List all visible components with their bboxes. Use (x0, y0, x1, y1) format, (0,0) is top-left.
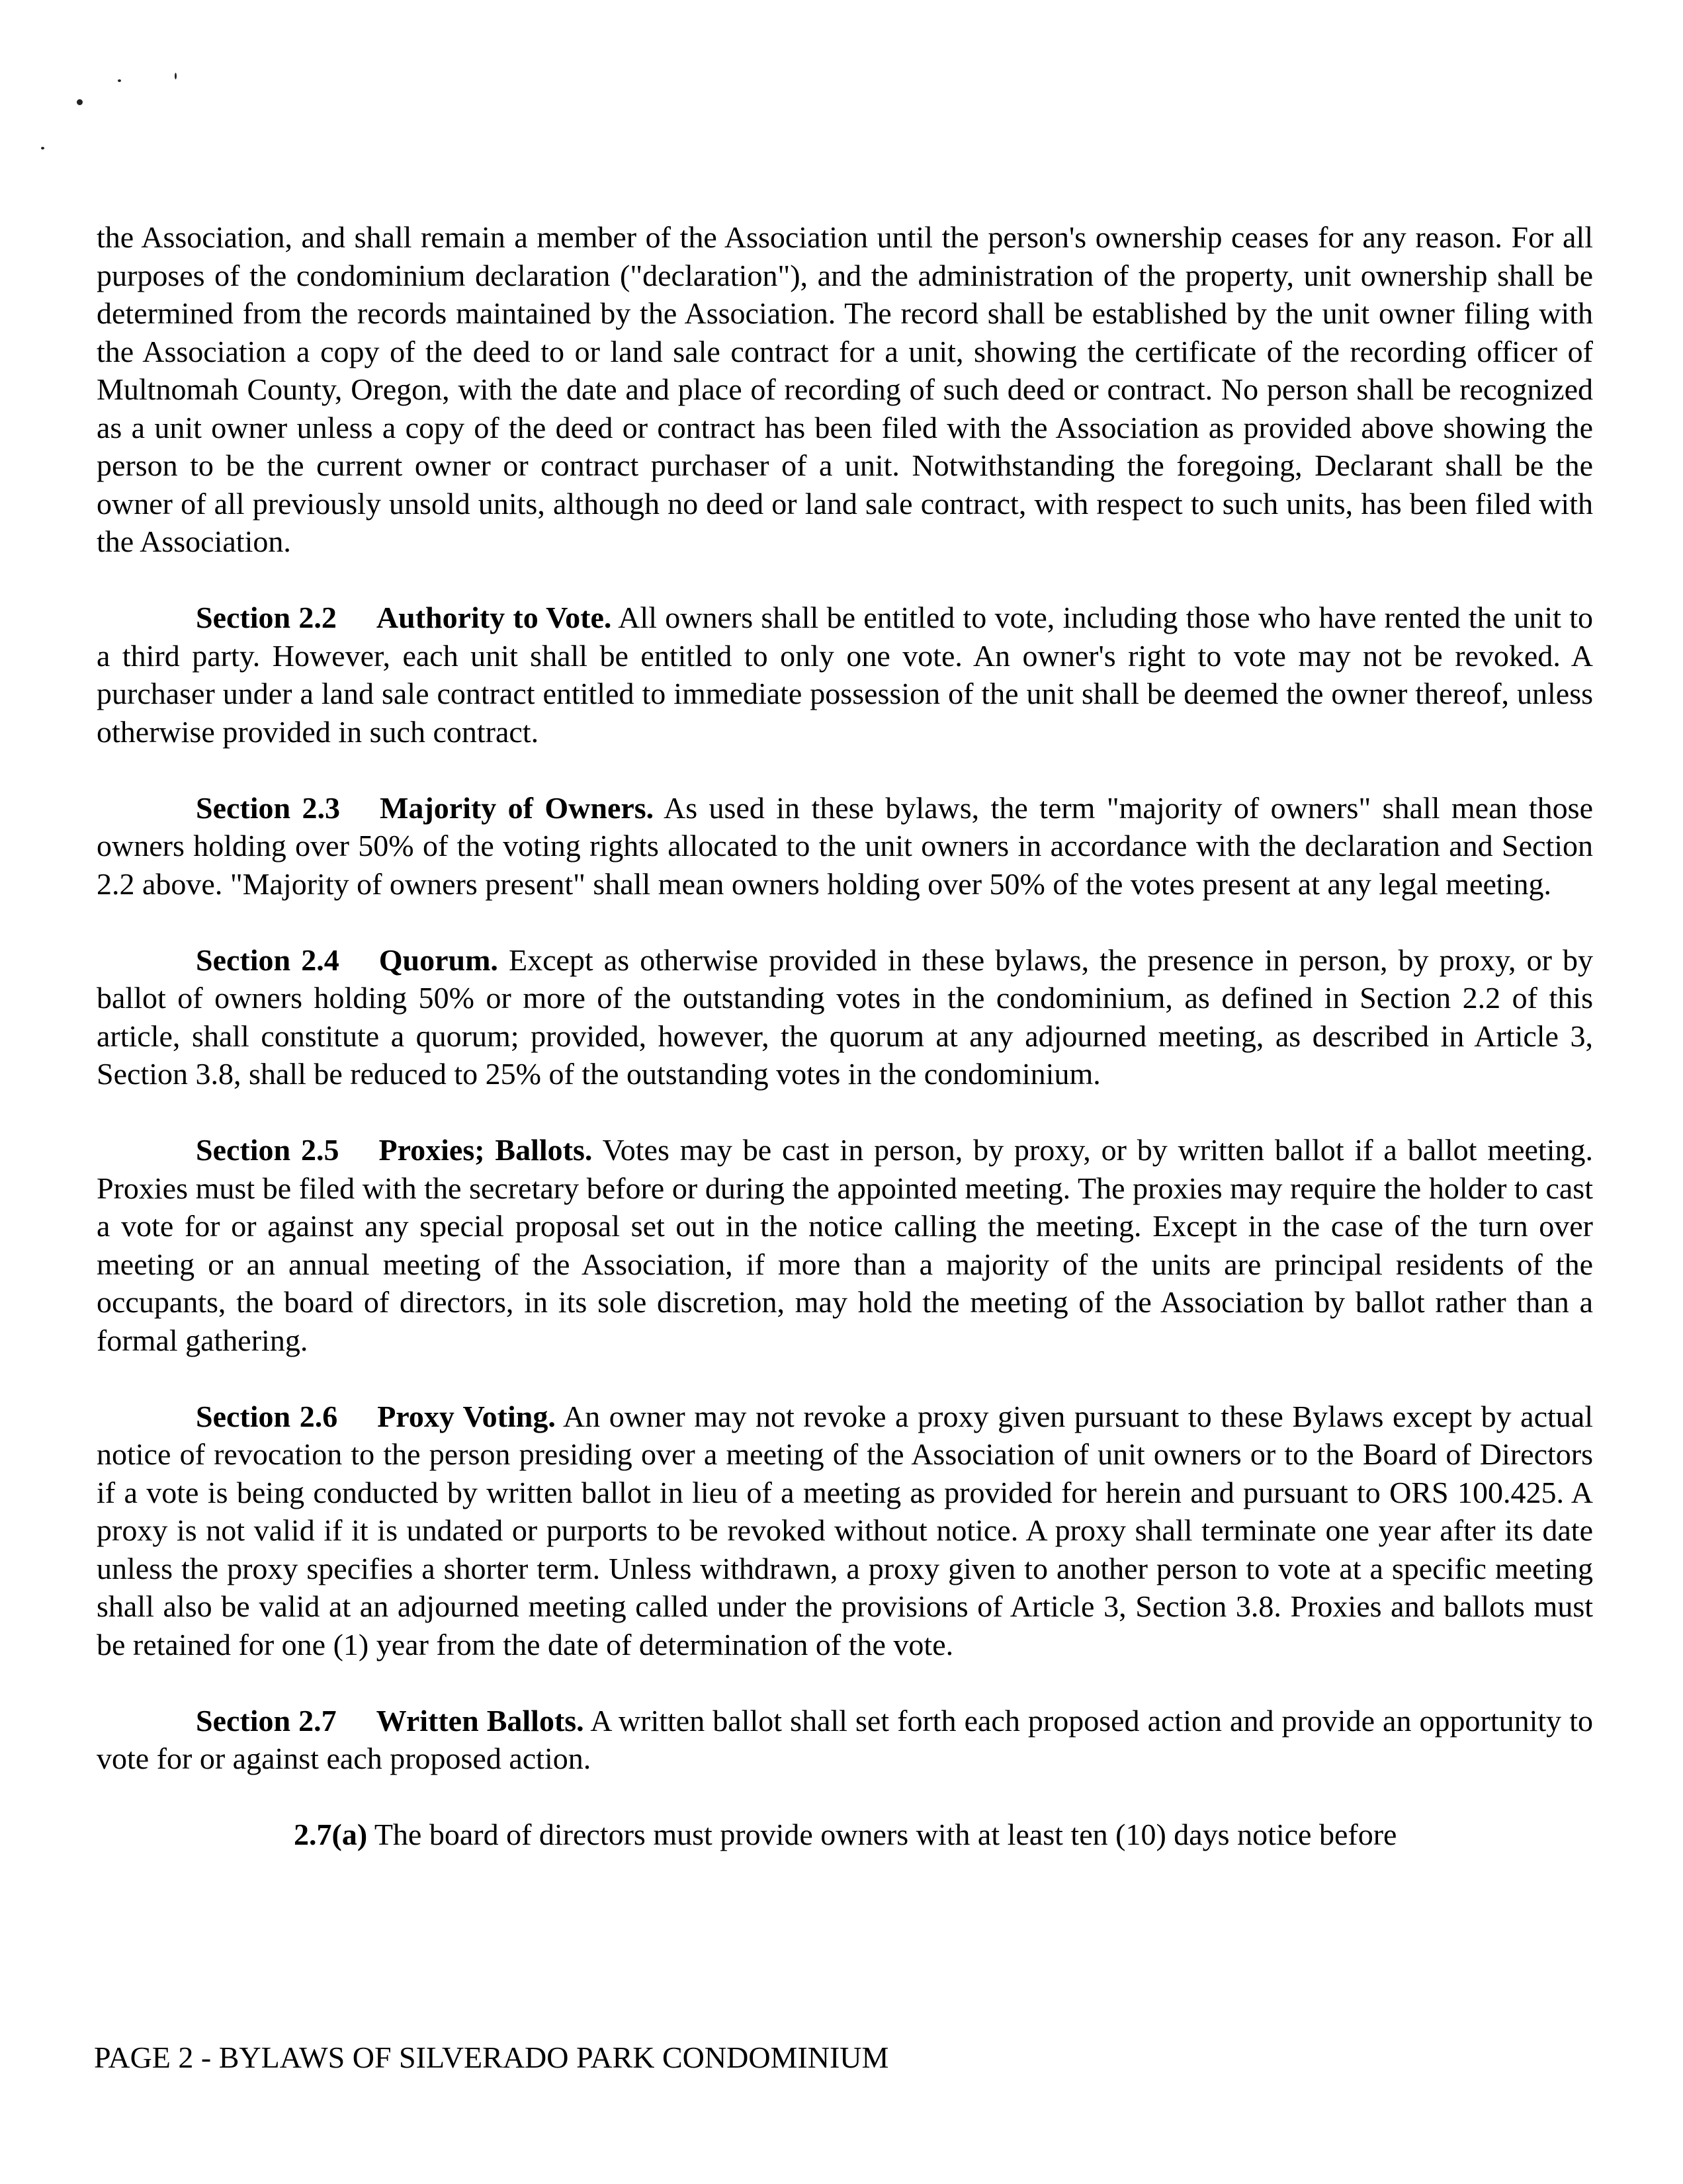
scan-speck (175, 73, 177, 79)
section-text: As used in these bylaws, the term "majority of owners" shall mean those owners holding over 50% of the voting rights allocated to the unit owners in accordance with the declaration and Section 2.2 above. "Majority of owners present" shall mean owners holding over 50% of the votes present at any legal meeting. (97, 790, 1593, 901)
section-number: Section 2.4 (196, 943, 339, 977)
scan-speck (118, 79, 121, 82)
section-number: Section 2.7 (196, 1703, 337, 1738)
section-text: All owners shall be entitled to vote, including those who have rented the unit to a third party. However, each unit shall be entitled to only one vote. An owner's right to vote may not be revoked. A purchaser under a land sale contract entitled to immediate possession of the unit shall be deemed the owner thereof, unless otherwise provided in such contract. (97, 601, 1593, 749)
section-2-6 (97, 1398, 1593, 1664)
section-2-3 (97, 789, 1593, 903)
section-2-2 (97, 599, 1593, 751)
section-text: Except as otherwise provided in these bylaws, the presence in person, by proxy, or by ballot of owners holding 50% or more of the outstanding votes in the condominium, as defined in Section 2.2 of this article, shall constitute a quorum; provided, however, the quorum at any adjourned meeting, as described in Article 3, Section 3.8, shall be reduced to 25% of the outstanding votes in the condominium. (97, 943, 1593, 1091)
section-number: Section 2.5 (196, 1133, 339, 1167)
subsection-text: The board of directors must provide owners with at least ten (10) days notice before (374, 1818, 1397, 1851)
scan-speck (77, 99, 83, 105)
section-2-4 (97, 941, 1593, 1093)
section-text: Votes may be cast in person, by proxy, or by written ballot if a ballot meeting. Proxies must be filed with the secretary before or during the appointed meeting. The proxies may require the holder to cast a vote for or against any special proposal set out in the notice calling the meeting. Except in the case of the turn over meeting or an annual meeting of the Association, if more than a majority of the units are principal residents of the occupants, the board of directors, in its sole discretion, may hold the meeting of the Association by ballot rather than a formal gathering. (97, 1133, 1593, 1357)
section-number: Section 2.2 (196, 601, 337, 634)
subsection-number: 2.7(a) (294, 1818, 368, 1851)
section-title: Majority of Owners. (380, 790, 654, 825)
page-footer: PAGE 2 - BYLAWS OF SILVERADO PARK CONDOMINIUM (94, 2040, 889, 2074)
subsection-2-7-a (97, 1816, 1593, 1854)
section-text: A written ballot shall set forth each proposed action and provide an opportunity to vote for or against each proposed action. (97, 1703, 1593, 1775)
section-2-7 (97, 1702, 1593, 1778)
section-title: Authority to Vote. (376, 601, 612, 634)
section-title: Quorum. (378, 943, 498, 977)
section-text: An owner may not revoke a proxy given pursuant to these Bylaws except by actual notice of revocation to the person presiding over a meeting of the Association of unit owners or to the Board of Directors if a vote is being conducted by written ballot in lieu of a meeting as provided for herein and pursuant to ORS 100.425. A proxy is not valid if it is undated or purports to be revoked without notice. A proxy shall terminate one year after its date unless the proxy specifies a shorter term. Unless withdrawn, a proxy given to another person to vote at a specific meeting shall also be valid at an adjourned meeting called under the provisions of Article 3, Section 3.8. Proxies and ballots must be retained for one (1) year from the date of determination of the vote. (97, 1399, 1593, 1661)
opening-paragraph: the Association, and shall remain a member of the Association until the person's ownership ceases for any reason. For all purposes of the condominium declaration ("declaration"), and the administration of the property, unit ownership shall be determined from the records maintained by the Association. The record shall be established by the unit owner filing with the Association a copy of the deed to or land sale contract for a unit, showing the certificate of the recording officer of Multnomah County, Oregon, with the date and place of recording of such deed or contract. No person shall be recognized as a unit owner unless a copy of the deed or contract has been filed with the Association as provided above showing the person to be the current owner or contract purchaser of a unit. Notwithstanding the foregoing, Declarant shall be the owner of all previously unsold units, although no deed or land sale contract, with respect to such units, has been filed with the Association. (97, 220, 1593, 558)
scan-speck (41, 147, 44, 149)
section-title: Written Ballots. (376, 1703, 584, 1738)
section-title: Proxy Voting. (377, 1399, 556, 1433)
section-2-5 (97, 1131, 1593, 1359)
section-number: Section 2.6 (196, 1399, 338, 1433)
section-number: Section 2.3 (196, 790, 340, 825)
document-body (97, 218, 1593, 1892)
section-title: Proxies; Ballots. (378, 1133, 593, 1167)
